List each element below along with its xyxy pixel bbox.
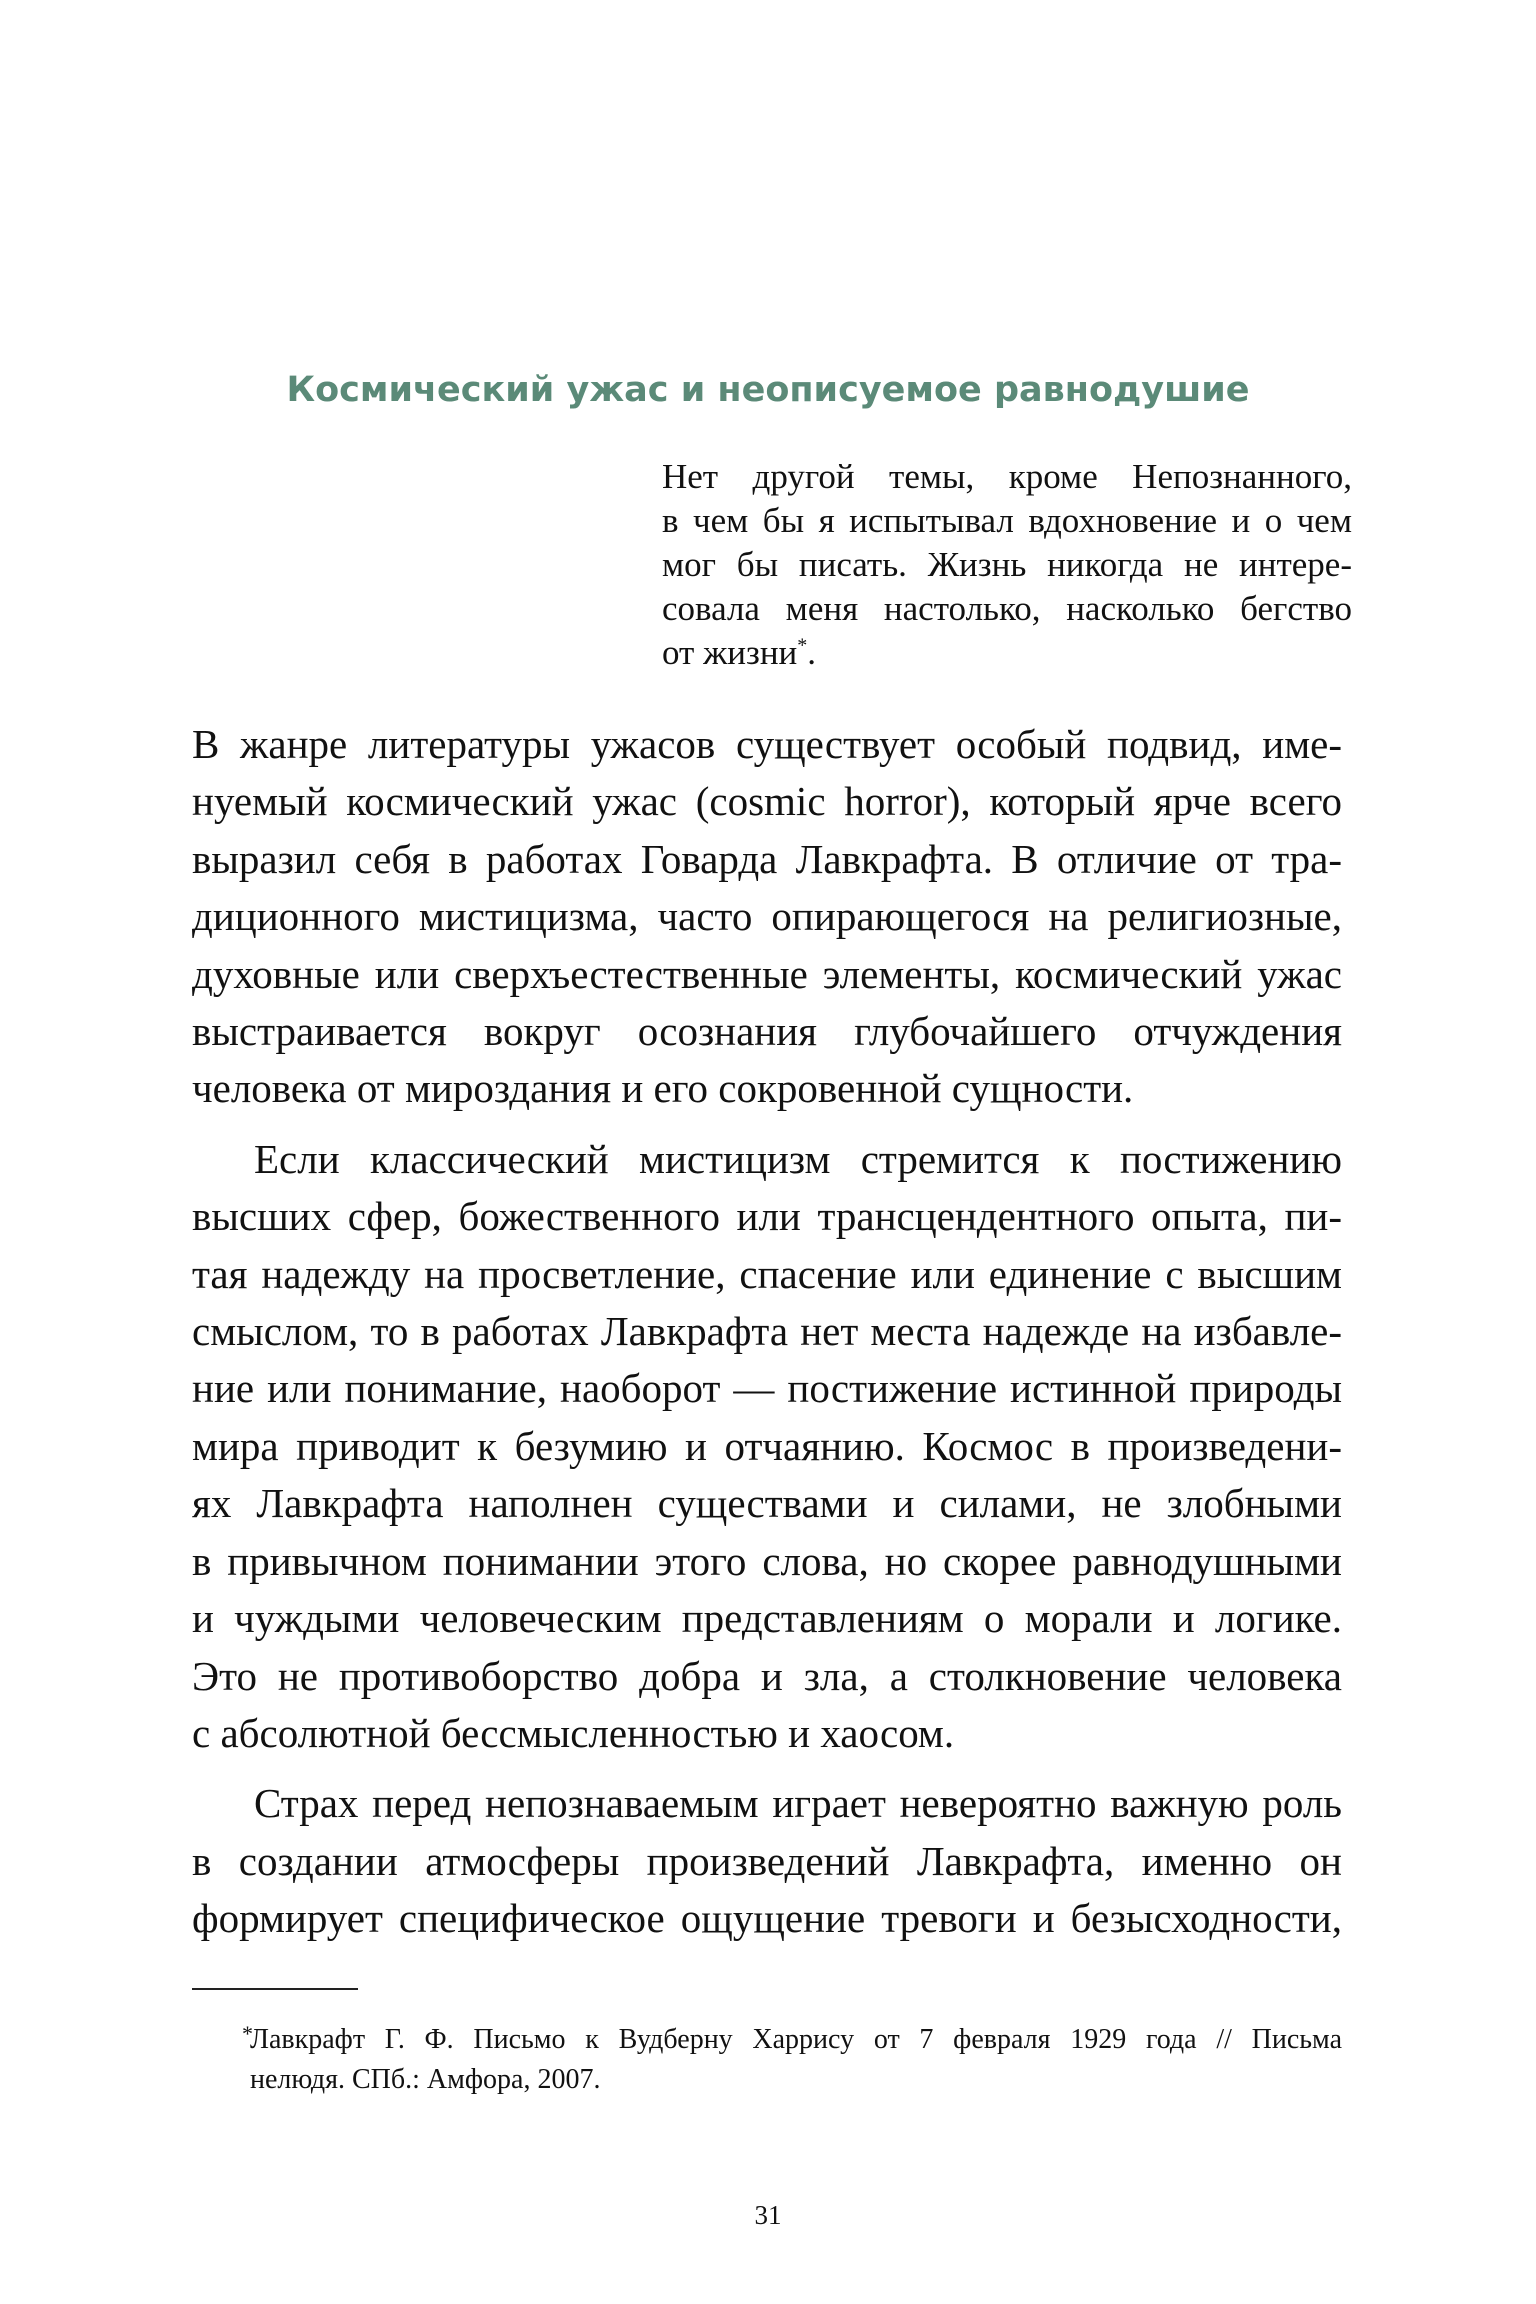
text-line: Страх перед непознаваемым играет невероятно важную роль <box>254 1780 1342 1827</box>
footnote-reference: * <box>797 634 808 657</box>
epigraph-line <box>662 631 1352 675</box>
epigraph-line: Нет другой темы, кроме Непознанного, <box>662 457 1352 496</box>
epigraph-line-text: от жизни <box>662 633 798 672</box>
epigraph-line: в чем бы я испытывал вдохновение и о чем <box>662 501 1352 540</box>
epigraph-line: мог бы писать. Жизнь никогда не интере- <box>662 545 1352 584</box>
text-line: высших сфер, божественного или трансцендентного опыта, пи- <box>192 1193 1342 1240</box>
footnote <box>242 2020 1342 2100</box>
text-line: В жанре литературы ужасов существует особый подвид, име- <box>192 721 1342 767</box>
footnote-line: нелюдя. СПб.: Амфора, 2007. <box>250 2064 601 2095</box>
section-heading: Космический ужас и неописуемое равнодушие <box>286 370 1250 410</box>
epigraph-line: совала меня настолько, насколько бегство <box>662 589 1352 628</box>
text-line: ях Лавкрафта наполнен существами и силами, не злобными <box>192 1480 1342 1527</box>
text-line: и чуждыми человеческим представлениям о морали и логике. <box>192 1595 1342 1642</box>
text-line: диционного мистицизма, часто опирающегося на религиозные, <box>192 893 1342 940</box>
text-line: выразил себя в работах Говарда Лавкрафта. В отличие от тра- <box>192 835 1342 882</box>
epigraph <box>662 455 1352 675</box>
footnote-line: Лавкрафт Г. Ф. Письмо к Вудберну Харрису от 7 февраля 1929 года // Письма <box>250 2024 1342 2055</box>
text-line: с абсолютной бессмысленностью и хаосом. <box>192 1709 955 1756</box>
text-line: Это не противоборство добра и зла, а столкновение человека <box>192 1652 1342 1699</box>
text-line: Если классический мистицизм стремится к постижению <box>254 1135 1342 1182</box>
text-line: смыслом, то в работах Лавкрафта нет места надежде на избавле- <box>192 1308 1342 1355</box>
text-line: формирует специфическое ощущение тревоги и безысходности, <box>192 1895 1342 1942</box>
body-text <box>192 716 1342 1948</box>
footnote-mark: * <box>242 2021 253 2046</box>
text-line: выстраивается вокруг осознания глубочайшего отчуждения <box>192 1008 1342 1055</box>
text-line: духовные или сверхъестественные элементы, космический ужас <box>192 950 1342 997</box>
text-line: в создании атмосферы произведений Лавкрафта, именно он <box>192 1837 1342 1884</box>
paragraph <box>192 1131 1342 1762</box>
text-line: ние или понимание, наоборот — постижение истинной природы <box>192 1365 1342 1412</box>
epigraph-end: . <box>807 633 817 672</box>
footnote-divider <box>192 1988 358 1990</box>
paragraph <box>192 1775 1342 1947</box>
text-line: тая надежду на просветление, спасение или единение с высшим <box>192 1250 1342 1297</box>
page-number: 31 <box>754 2200 782 2230</box>
text-line: в привычном понимании этого слова, но скорее равнодушными <box>192 1537 1342 1584</box>
text-line: мира приводит к безумию и отчаянию. Космос в произведени- <box>192 1422 1342 1469</box>
paragraph <box>192 716 1342 1118</box>
text-line: нуемый космический ужас (cosmic horror), который ярче всего <box>192 778 1342 825</box>
text-line: человека от мироздания и его сокровенной сущности. <box>192 1065 1134 1112</box>
